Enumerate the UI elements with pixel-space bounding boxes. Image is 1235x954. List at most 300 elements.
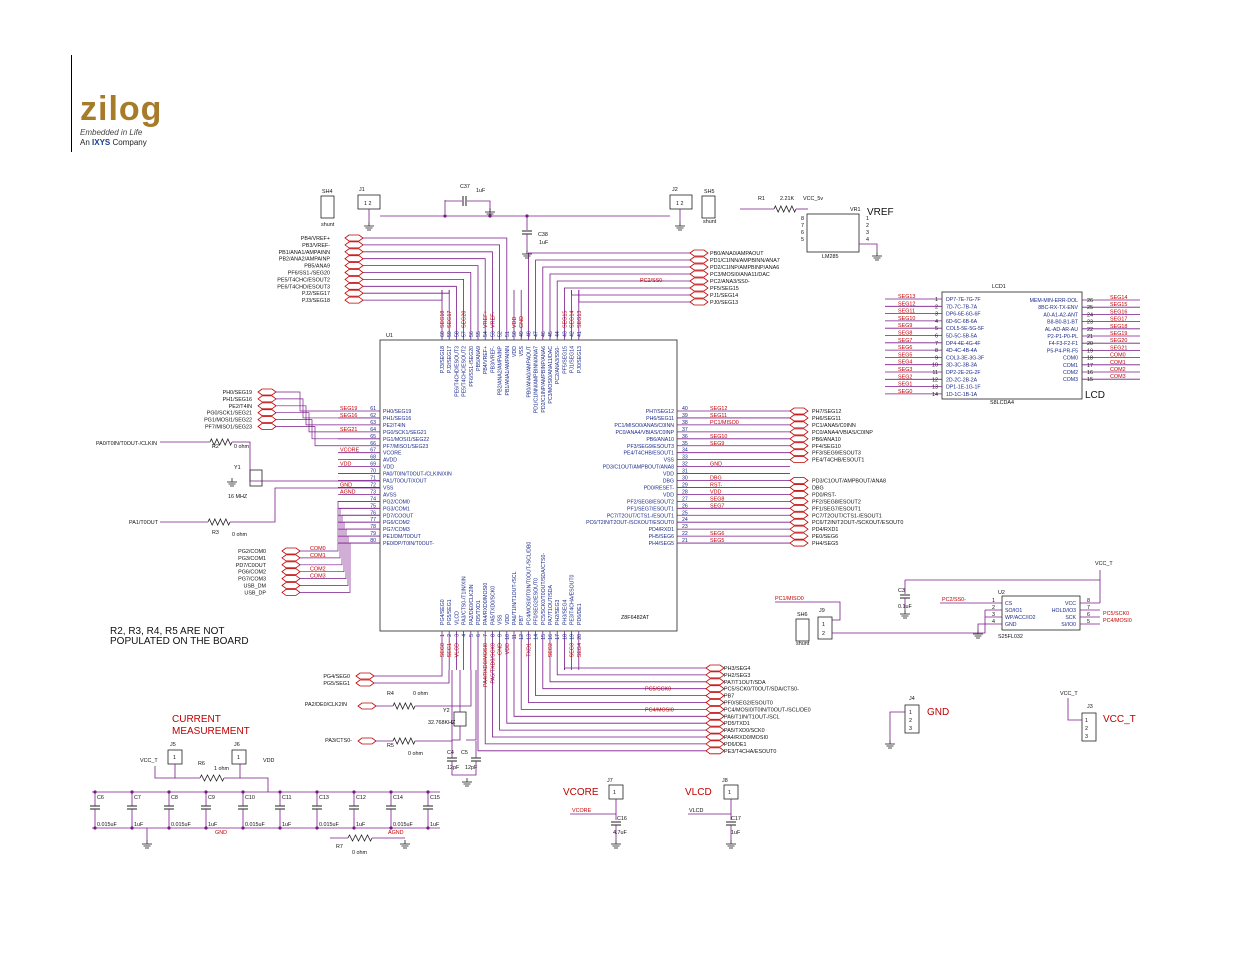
mcu-pin-name: PJ1/SEG14 bbox=[569, 346, 576, 374]
component-ref: C9 bbox=[208, 795, 215, 801]
component-value: 0.015uF bbox=[245, 822, 265, 828]
lcd-pin-name: 5D-5C-5B-5A bbox=[946, 333, 978, 340]
flash-pin-name: VCC bbox=[1065, 601, 1076, 607]
mcu-pin-name: PG6/COM2 bbox=[383, 520, 410, 527]
mcu-pin-net-tag: SEG16 bbox=[340, 412, 358, 419]
net-connector bbox=[790, 526, 808, 532]
mcu-pin-name: PC4/MOSI0/T0IN/T0OUT-/SCL/DB0 bbox=[526, 541, 533, 625]
capacitor-c4 bbox=[447, 758, 457, 761]
lcd-pin-name: COM1 bbox=[1063, 362, 1078, 369]
mcu-pin-net-tag: SEG14 bbox=[569, 310, 576, 328]
net-connector bbox=[706, 672, 724, 678]
mcu-pin-net-tag: PA4/RXD0/MOSI0 bbox=[483, 643, 490, 687]
mcu-pin-number: 59 bbox=[447, 331, 454, 337]
capacitor-bypass bbox=[127, 806, 137, 809]
component-ref: C17 bbox=[731, 816, 741, 822]
capacitor-bypass bbox=[90, 806, 100, 809]
lcd-net-tag: SEG9 bbox=[898, 323, 913, 330]
mcu-net-label: PD4/RXD1 bbox=[812, 527, 839, 534]
lcd-net-tag: SEG16 bbox=[1110, 309, 1128, 316]
mcu-pin-name: VDD bbox=[663, 471, 674, 478]
component-value: 1uF bbox=[208, 822, 218, 828]
component-ref: SH4 bbox=[322, 189, 333, 195]
vref-label: VREF bbox=[867, 207, 894, 218]
regulator-pin-number: 3 bbox=[866, 230, 869, 236]
mcu-ref: U1 bbox=[386, 333, 393, 339]
net-connector bbox=[358, 738, 376, 744]
ground-symbol bbox=[900, 610, 910, 618]
mcu-pin-name: PF7/MISO1/SEG23 bbox=[383, 443, 429, 450]
junction-dot bbox=[315, 790, 318, 793]
net-label: PJ0/SEG13 bbox=[710, 300, 739, 306]
jumper-pin-label: 2 bbox=[822, 631, 825, 637]
mcu-pin-number: 23 bbox=[682, 524, 688, 531]
mcu-pin-net-tag: VCORE bbox=[340, 447, 360, 454]
mcu-pin-name: PJ2/SEG17 bbox=[447, 346, 454, 374]
mcu-pin-name: PC2/ANA3/SS0- bbox=[555, 346, 562, 385]
jumper-pin-label: 1 bbox=[909, 710, 912, 716]
net-connector bbox=[345, 276, 363, 282]
net-wire bbox=[564, 668, 706, 670]
mcu-pin-number: 32 bbox=[682, 461, 688, 468]
net-wire bbox=[374, 670, 442, 676]
net-wire bbox=[276, 420, 338, 439]
net-label: PB7 bbox=[724, 693, 735, 700]
mcu-pin-number: 65 bbox=[370, 433, 376, 440]
junction-dot bbox=[130, 790, 133, 793]
lcd-pin-name: DP7-7E-7G-7F bbox=[946, 297, 981, 303]
jumper-j8 bbox=[724, 785, 738, 799]
mcu-pin-name: PJ3/SEG18 bbox=[440, 346, 446, 374]
component-value: 12pF bbox=[465, 765, 478, 771]
net-connector bbox=[345, 242, 363, 248]
net-connector bbox=[690, 285, 708, 291]
lcd-pin-number: 13 bbox=[932, 384, 938, 391]
mcu-net-label: PC1/ANA5/C0INN bbox=[812, 422, 856, 429]
net-label: PA0/T0IN/T0OUT-/CLKIN bbox=[95, 441, 157, 447]
net-connector bbox=[356, 680, 374, 686]
component-ref: C16 bbox=[617, 816, 627, 822]
component-value: 1uF bbox=[731, 830, 741, 836]
flash-pin-number: 5 bbox=[1087, 619, 1090, 625]
net-label: PG6/COM2 bbox=[238, 569, 266, 576]
lcd-pin-name: DP2-2E-2G-2F bbox=[946, 370, 981, 376]
net-wire bbox=[579, 290, 690, 302]
lcd-net-tag: COM3 bbox=[1110, 374, 1126, 381]
lcd-net-tag: SEG6 bbox=[898, 345, 913, 352]
net-label: PJ2/SEG17 bbox=[301, 291, 330, 298]
mcu-pin-number: 37 bbox=[682, 426, 688, 433]
mcu-net-label: PH4/SEG5 bbox=[812, 541, 839, 548]
mcu-pin-number: 46 bbox=[540, 331, 547, 337]
net-label: PG1/MOSI1/SEG22 bbox=[204, 417, 252, 424]
net-connector bbox=[790, 443, 808, 449]
component-value: 1uF bbox=[282, 822, 292, 828]
mcu-net-label: PC6/T2IN/T2OUT-/SCKOUT/ESOUT0 bbox=[812, 520, 904, 527]
net-wire bbox=[363, 286, 456, 290]
mcu-net-label: PF3/SEG9/ESOUT3 bbox=[812, 450, 861, 457]
mcu-pin-number: 71 bbox=[370, 475, 376, 482]
net-connector bbox=[282, 589, 300, 595]
ground-symbol bbox=[611, 840, 621, 848]
mcu-pin-name: PA3/CTS0-/T1IN/XIN bbox=[461, 576, 468, 625]
net-label: PG3/COM1 bbox=[238, 555, 266, 562]
mcu-pin-name: DBG bbox=[662, 478, 674, 485]
mcu-pin-name: PB3/VREF- bbox=[490, 346, 497, 373]
net-wire bbox=[415, 670, 471, 706]
component-ref: C13 bbox=[319, 795, 329, 801]
vlcd-title: VLCD bbox=[685, 787, 712, 798]
mcu-pin-name: PF1/SEG7/ESOUT1 bbox=[627, 506, 674, 513]
net-connector bbox=[790, 408, 808, 414]
net-tag: VCORE bbox=[572, 808, 592, 814]
power-label: VCC_T bbox=[1095, 561, 1113, 567]
mcu-pin-number: 63 bbox=[370, 419, 376, 426]
net-tag: COM0 bbox=[310, 546, 326, 552]
net-connector bbox=[690, 278, 708, 284]
mcu-pin-name: PG0/SCK1/SEG21 bbox=[383, 429, 427, 436]
mcu-pin-name: PB0/ANA0/AMPAOUT bbox=[526, 346, 533, 398]
mcu-pin-number: 3 bbox=[454, 634, 461, 637]
mcu-net-label: PH7/SEG12 bbox=[812, 409, 842, 415]
mcu-net-label: PE4/T4CHB/ESOUT1 bbox=[812, 457, 865, 464]
mcu-pin-number: 34 bbox=[682, 447, 688, 454]
mcu-pin-net-tag: SEG17 bbox=[447, 310, 454, 328]
mcu-pin-number: 12 bbox=[519, 634, 526, 640]
vcc-t-label: VCC_T bbox=[1103, 714, 1136, 725]
junction-dot bbox=[93, 790, 96, 793]
net-connector bbox=[706, 734, 724, 740]
lcd-pin-name: F4-F3-F2-F1 bbox=[1048, 341, 1078, 348]
net-connector bbox=[358, 703, 376, 709]
junction-dot bbox=[278, 826, 281, 829]
jumper-pin-label: 1 bbox=[173, 755, 176, 761]
net-label: PJ3/SEG18 bbox=[301, 298, 330, 305]
net-connector bbox=[345, 249, 363, 255]
mcu-pin-net-tag: VREF- bbox=[490, 311, 497, 328]
jumper-pin-label: 2 bbox=[909, 718, 912, 724]
component-ref: R3 bbox=[212, 530, 219, 536]
capacitor-bypass bbox=[275, 806, 285, 809]
component-ref: R1 bbox=[758, 196, 765, 202]
lcd-title: LCD bbox=[1085, 390, 1106, 401]
net-connector bbox=[345, 290, 363, 296]
net-label: PE2/T4IN bbox=[228, 403, 252, 410]
lcd-net-tag: SEG10 bbox=[898, 315, 916, 322]
component-ref: VR1 bbox=[850, 207, 861, 213]
mcu-pin-net-tag: SEG13 bbox=[576, 310, 583, 328]
mcu-net-label: PH6/SEG11 bbox=[812, 415, 841, 422]
lcd-pin-number: 11 bbox=[932, 370, 938, 376]
net-connector bbox=[790, 540, 808, 546]
component-ref: C7 bbox=[134, 795, 141, 801]
junction-dot bbox=[426, 826, 429, 829]
mcu-pin-name: PH0/SEG19 bbox=[383, 409, 412, 415]
mcu-pin-name: AVDD bbox=[383, 457, 398, 464]
flash-pin-number: 4 bbox=[992, 619, 995, 625]
mcu-pin-net-tag: SEG11 bbox=[710, 412, 727, 419]
net-connector bbox=[258, 424, 276, 430]
note-current: MEASUREMENT bbox=[172, 726, 250, 737]
mcu-pin-net-tag: VDD bbox=[504, 643, 511, 655]
mcu-pin-net-tag: GND bbox=[710, 461, 722, 468]
mcu-pin-name: PD5/TXD1 bbox=[476, 600, 482, 625]
net-connector bbox=[706, 748, 724, 754]
mcu-pin-number: 56 bbox=[468, 331, 475, 337]
junction-dot bbox=[525, 214, 528, 217]
lcd-pin-name: 6D-6C-6B-6A bbox=[946, 318, 978, 325]
net-wire bbox=[507, 670, 706, 723]
lcd-net-tag: SEG19 bbox=[1110, 331, 1128, 337]
net-connector bbox=[790, 519, 808, 525]
jumper-pin-label: 1 bbox=[237, 755, 240, 761]
flash-pin-name: SO/IO1 bbox=[1005, 608, 1023, 614]
net-connector bbox=[790, 478, 808, 484]
mcu-pin-net-tag: VLCD bbox=[454, 643, 461, 658]
lcd-pin-number: 1 bbox=[935, 297, 938, 303]
net-connector bbox=[790, 484, 808, 490]
resistor-r1 bbox=[774, 206, 796, 212]
lcd-pin-name: P5-P4-PR-F5 bbox=[1046, 348, 1078, 355]
net-tag: PC1/MISO0 bbox=[775, 596, 804, 602]
junction-dot bbox=[352, 826, 355, 829]
net-connector bbox=[356, 673, 374, 679]
lcd-net-tag: SEG15 bbox=[1110, 302, 1128, 309]
net-connector bbox=[690, 299, 708, 305]
junction-dot bbox=[426, 790, 429, 793]
net-wire bbox=[240, 778, 268, 792]
mcu-pin-number: 30 bbox=[682, 475, 688, 482]
component-ref: C6 bbox=[97, 795, 104, 801]
regulator-pin-number: 2 bbox=[866, 223, 869, 229]
net-connector bbox=[790, 422, 808, 428]
component-value: 1uF bbox=[430, 822, 440, 828]
component-value: 0.015uF bbox=[319, 822, 339, 828]
lcd-net-tag: SEG21 bbox=[1110, 345, 1128, 352]
net-label: VLCD bbox=[689, 808, 704, 814]
net-connector bbox=[690, 264, 708, 270]
net-wire bbox=[550, 670, 706, 682]
component-ref: J4 bbox=[909, 696, 915, 702]
ground-symbol bbox=[726, 840, 736, 848]
lcd-pin-name: B8-B0-B1-BT bbox=[1047, 319, 1078, 326]
mcu-pin-name: PD3/C1OUT/AMPBOUT/ANA8 bbox=[602, 464, 674, 471]
net-connector bbox=[790, 415, 808, 421]
component-ref: J6 bbox=[234, 742, 240, 748]
regulator-pin-number: 8 bbox=[801, 216, 804, 222]
lcd-net-tag: SEG13 bbox=[898, 294, 916, 300]
component-ref: SH6 bbox=[797, 612, 808, 618]
mcu-pin-name: PC7/T2OUT/CTS1-/ESOUT1 bbox=[606, 513, 674, 520]
note-not-populated: POPULATED ON THE BOARD bbox=[110, 636, 249, 647]
flash-pin-name: GND bbox=[1005, 622, 1017, 628]
mcu-pin-number: 77 bbox=[370, 517, 376, 524]
lcd-pin-name: 4D-4C-4B-4A bbox=[946, 348, 978, 355]
mcu-pin-net-tag: VDD bbox=[512, 316, 518, 328]
mcu-pin-number: 58 bbox=[454, 331, 461, 337]
mcu-pin-name: PD7/COOUT bbox=[383, 513, 414, 520]
mcu-pin-name: PD6/DE1 bbox=[576, 603, 583, 625]
net-label: PD2/C1INP/AMPBINP/ANA6 bbox=[710, 265, 780, 271]
lcd-pin-number: 3 bbox=[935, 311, 938, 318]
lcd-pin-name: AL-AD-AR-AU bbox=[1044, 326, 1078, 333]
mcu-pin-net-tag: SEG15 bbox=[562, 310, 569, 328]
flash-pin-number: 8 bbox=[1087, 598, 1090, 604]
net-tag: PC5/SCK0 bbox=[645, 686, 672, 693]
mcu-pin-name: PG7/COM3 bbox=[383, 527, 410, 534]
mcu-pin-name: PD2/C1INP/AMPBINP/ANA6 bbox=[540, 346, 547, 413]
mcu-pin-name: PF6/SS1-/SEG20 bbox=[468, 346, 475, 387]
mcu-pin-number: 17 bbox=[555, 634, 562, 640]
mcu-pin-name: PC3/MOSI0/ANA11/DAC bbox=[548, 346, 554, 404]
lcd-pin-number: 19 bbox=[1087, 348, 1093, 355]
power-label: VCC_5v bbox=[803, 196, 824, 202]
jumper-j9 bbox=[818, 617, 832, 639]
net-wire bbox=[276, 406, 338, 425]
mcu-pin-number: 45 bbox=[548, 331, 554, 337]
jumper-pin-label: 1 2 bbox=[676, 201, 684, 207]
mcu-pin-name: PJ0/SEG13 bbox=[576, 346, 583, 374]
mcu-pin-name: PC1/MISO0/ANA5/C0INN bbox=[614, 422, 674, 429]
mcu-pin-number: 8 bbox=[490, 634, 497, 637]
mcu-pin-name: PB6/ANA10 bbox=[646, 436, 674, 443]
component-value: 16 MHZ bbox=[228, 494, 248, 500]
mcu-pin-number: 26 bbox=[682, 503, 688, 510]
mcu-pin-number: 54 bbox=[483, 331, 490, 337]
shunt-sh6 bbox=[796, 619, 809, 641]
flash-pin-name: SI/IO0 bbox=[1061, 622, 1076, 628]
flash-pin-number: 7 bbox=[1087, 605, 1090, 611]
mcu-pin-number: 78 bbox=[370, 524, 376, 531]
net-label: PA5/TXD0/SCK0 bbox=[724, 728, 765, 735]
capacitor-bypass bbox=[201, 806, 211, 809]
regulator-pin-number: 4 bbox=[866, 237, 869, 243]
mcu-pin-number: 22 bbox=[682, 531, 688, 538]
net-connector bbox=[690, 250, 708, 256]
mcu-net-label: PF2/SEG8/ESOUT2 bbox=[812, 499, 861, 506]
net-tag: PC2/SS0- bbox=[640, 278, 664, 284]
net-connector bbox=[345, 256, 363, 262]
net-connector bbox=[790, 491, 808, 497]
component-ref: J8 bbox=[722, 778, 728, 784]
net-label: PJ1/SEG14 bbox=[710, 293, 739, 299]
net-connector bbox=[282, 562, 300, 568]
lcd-pin-number: 2 bbox=[935, 304, 938, 311]
mcu-pin-net-tag: SEG1 bbox=[447, 643, 454, 658]
lcd-pin-number: 5 bbox=[935, 326, 938, 333]
mcu-pin-name: PF3/SEG9/ESOUT3 bbox=[627, 443, 674, 450]
mcu-pin-number: 50 bbox=[512, 331, 518, 337]
lcd-net-tag: COM2 bbox=[1110, 367, 1126, 373]
net-label: PD1/C1INN/AMPBINN/ANA7 bbox=[710, 258, 780, 264]
component-ref: J7 bbox=[607, 778, 613, 784]
lcd-pin-name: COL5-5E-5G-5F bbox=[946, 326, 985, 333]
mcu-pin-name: PA6/T1IN/T1OUT-/SCL bbox=[512, 571, 518, 625]
mcu-pin-name: VSS bbox=[519, 346, 526, 357]
mcu-pin-number: 66 bbox=[370, 440, 376, 447]
mcu-pin-name: PD0/RESET- bbox=[643, 485, 674, 492]
net-wire bbox=[859, 244, 877, 252]
mcu-net-label: PB6/ANA10 bbox=[812, 436, 841, 443]
logo-tagline: Embedded in Life bbox=[80, 128, 143, 137]
ground-symbol bbox=[142, 840, 152, 848]
mcu-pin-name: PH7/SEG12 bbox=[645, 409, 674, 415]
logo-company-suffix: Company bbox=[112, 138, 147, 147]
lcd-pin-number: 24 bbox=[1087, 312, 1093, 319]
mcu-pin-net-tag: DBG bbox=[710, 475, 722, 482]
lcd-net-tag: SEG4 bbox=[898, 359, 913, 366]
component-ref: LCD1 bbox=[992, 284, 1006, 290]
component-value: 0 ohm bbox=[413, 691, 428, 697]
lcd-pin-number: 12 bbox=[932, 377, 938, 384]
lcd-net-tag: SEG7 bbox=[898, 337, 913, 344]
regulator-vr1 bbox=[807, 214, 859, 252]
mcu-pin-number: 52 bbox=[497, 331, 504, 337]
mcu-pin-number: 64 bbox=[370, 426, 376, 433]
ground-symbol bbox=[885, 740, 895, 748]
mcu-pin-number: 7 bbox=[483, 634, 490, 637]
component-ref: Y1 bbox=[234, 465, 241, 471]
mcu-pin-name: PH3/SEG4 bbox=[562, 599, 569, 625]
component-value: 1 ohm bbox=[214, 766, 229, 772]
net-connector bbox=[790, 429, 808, 435]
mcu-pin-name: PF2/SEG8/ESOUT2 bbox=[627, 499, 674, 506]
lcd-net-tag: SEG20 bbox=[1110, 338, 1128, 345]
capacitor-c3 bbox=[900, 595, 910, 598]
mcu-pin-name: VDD bbox=[504, 614, 511, 625]
component-ref: C38 bbox=[538, 232, 548, 238]
logo-brand: zilog bbox=[80, 90, 163, 128]
mcu-pin-number: 15 bbox=[540, 634, 547, 640]
flash-pin-name: HOLD/IO3 bbox=[1051, 608, 1076, 614]
net-wire bbox=[543, 267, 690, 290]
flash-pin-name: SCK bbox=[1065, 615, 1076, 621]
mcu-pin-name: PG5/SEG1 bbox=[447, 599, 454, 625]
component-value: LM285 bbox=[822, 254, 839, 260]
vcore-title: VCORE bbox=[563, 787, 599, 798]
net-connector bbox=[690, 271, 708, 277]
component-value: 1uF bbox=[476, 188, 486, 194]
mcu-pin-name: PC6/T2IN/T2OUT-/SCKOUT/ESOUT0 bbox=[586, 520, 674, 527]
mcu-net-label: PC7/T2OUT/CTS1-/ESOUT1 bbox=[812, 513, 882, 520]
component-ref: C3 bbox=[898, 588, 905, 594]
lcd-net-tag: SEG3 bbox=[898, 367, 913, 373]
mcu-part: Z8F6482AT bbox=[621, 615, 650, 621]
mcu-pin-name: VCORE bbox=[383, 450, 402, 457]
component-ref: C15 bbox=[430, 795, 440, 801]
net-connector bbox=[790, 505, 808, 511]
lcd-pin-name: 1D-1C-1B-1A bbox=[946, 391, 978, 398]
mcu-pin-name: PA4/RXD0/MOSI0 bbox=[483, 582, 490, 625]
regulator-pin-number: 7 bbox=[801, 223, 804, 229]
net-label: PC2/ANA3/SS0- bbox=[710, 279, 750, 285]
mcu-pin-name: PG4/SEG0 bbox=[440, 599, 446, 625]
mcu-net-label: PC0/ANA4/VBIAS/C0INP bbox=[812, 429, 873, 436]
power-label: VDD bbox=[263, 758, 275, 764]
net-connector bbox=[345, 283, 363, 289]
lcd-pin-number: 7 bbox=[935, 340, 938, 347]
mcu-pin-number: 38 bbox=[682, 419, 688, 426]
lcd-net-tag: SEG11 bbox=[898, 308, 915, 315]
net-wire bbox=[557, 281, 690, 290]
net-connector bbox=[282, 569, 300, 575]
mcu-pin-number: 53 bbox=[490, 331, 497, 337]
net-label: PD6/DE1 bbox=[724, 741, 747, 748]
net-label: PH2/SEG3 bbox=[724, 672, 751, 679]
lcd-pin-number: 10 bbox=[932, 362, 938, 369]
mcu-pin-name: VDD bbox=[512, 346, 518, 357]
net-wire bbox=[492, 670, 706, 737]
